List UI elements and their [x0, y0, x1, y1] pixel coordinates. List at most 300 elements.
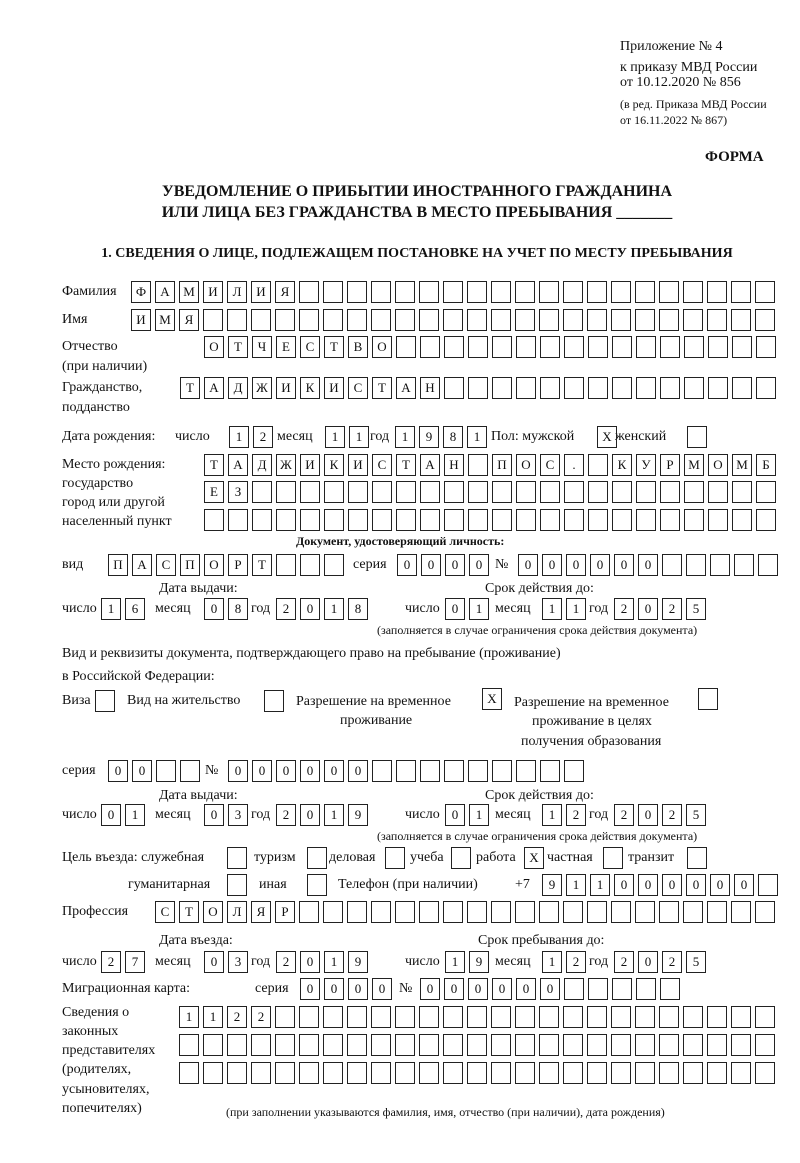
char-cell-reps-2[interactable]: [179, 1034, 199, 1056]
char-cell-id-kind[interactable]: Т: [252, 554, 272, 576]
char-cell-citizenship[interactable]: [636, 377, 656, 399]
char-cell-rd-issue-year[interactable]: 9: [348, 804, 368, 826]
char-cell-reps-3[interactable]: [731, 1062, 751, 1084]
char-cell-phone[interactable]: 0: [662, 874, 682, 896]
char-cell-birthplace-3[interactable]: [348, 509, 368, 531]
char-cell-stay-month[interactable]: 2: [566, 951, 586, 973]
char-cell-birthplace-3[interactable]: [252, 509, 272, 531]
char-cell-patronymic[interactable]: [444, 336, 464, 358]
char-cell-reps-3[interactable]: [635, 1062, 655, 1084]
char-cell-surname[interactable]: [539, 281, 559, 303]
char-cell-reps-2[interactable]: [683, 1034, 703, 1056]
char-cell-name[interactable]: [659, 309, 679, 331]
char-cell-birthplace-3[interactable]: [756, 509, 776, 531]
char-cell-citizenship[interactable]: [492, 377, 512, 399]
char-cell-mc-number[interactable]: 0: [540, 978, 560, 1000]
char-cell-birthplace-3[interactable]: [516, 509, 536, 531]
char-cell-reps-2[interactable]: [707, 1034, 727, 1056]
char-cell-surname[interactable]: Я: [275, 281, 295, 303]
char-cell-birthplace-1[interactable]: Н: [444, 454, 464, 476]
char-cell-birthplace-3[interactable]: [276, 509, 296, 531]
char-cell-surname[interactable]: [755, 281, 775, 303]
char-cell-reps-3[interactable]: [563, 1062, 583, 1084]
char-cell-birthplace-3[interactable]: [396, 509, 416, 531]
char-cell-reps-2[interactable]: [491, 1034, 511, 1056]
char-cell-mc-number[interactable]: 0: [516, 978, 536, 1000]
char-cell-citizenship[interactable]: И: [276, 377, 296, 399]
char-cell-phone[interactable]: 0: [710, 874, 730, 896]
char-cell-birthplace-1[interactable]: Т: [396, 454, 416, 476]
char-cell-citizenship[interactable]: [756, 377, 776, 399]
char-cell-birthplace-2[interactable]: [276, 481, 296, 503]
char-cell-birthplace-2[interactable]: [396, 481, 416, 503]
char-cell-rd-number[interactable]: [468, 760, 488, 782]
char-cell-birthplace-3[interactable]: [444, 509, 464, 531]
char-cell-entry-year[interactable]: 2: [276, 951, 296, 973]
char-cell-birthplace-3[interactable]: [564, 509, 584, 531]
char-cell-birth-day[interactable]: 2: [253, 426, 273, 448]
char-cell-surname[interactable]: [659, 281, 679, 303]
char-cell-birthplace-3[interactable]: [228, 509, 248, 531]
char-cell-id-kind[interactable]: А: [132, 554, 152, 576]
char-cell-reps-2[interactable]: [635, 1034, 655, 1056]
char-cell-patronymic[interactable]: [636, 336, 656, 358]
char-cell-rd-number[interactable]: 0: [252, 760, 272, 782]
char-cell-reps-1[interactable]: [491, 1006, 511, 1028]
char-cell-patronymic[interactable]: [468, 336, 488, 358]
char-cell-patronymic[interactable]: Т: [324, 336, 344, 358]
char-cell-birthplace-2[interactable]: [348, 481, 368, 503]
char-cell-entry-year[interactable]: 9: [348, 951, 368, 973]
char-cell-birthplace-2[interactable]: [324, 481, 344, 503]
char-cell-reps-3[interactable]: [299, 1062, 319, 1084]
checkbox-p-work[interactable]: X: [524, 847, 544, 869]
char-cell-mc-number[interactable]: [612, 978, 632, 1000]
char-cell-reps-2[interactable]: [515, 1034, 535, 1056]
char-cell-reps-2[interactable]: [203, 1034, 223, 1056]
char-cell-id-number[interactable]: 0: [614, 554, 634, 576]
char-cell-reps-3[interactable]: [587, 1062, 607, 1084]
char-cell-rd-number[interactable]: 0: [276, 760, 296, 782]
char-cell-reps-3[interactable]: [227, 1062, 247, 1084]
char-cell-birthplace-2[interactable]: [492, 481, 512, 503]
char-cell-birthplace-1[interactable]: П: [492, 454, 512, 476]
char-cell-reps-2[interactable]: [755, 1034, 775, 1056]
char-cell-name[interactable]: [203, 309, 223, 331]
char-cell-birthplace-1[interactable]: У: [636, 454, 656, 476]
char-cell-name[interactable]: И: [131, 309, 151, 331]
char-cell-surname[interactable]: [731, 281, 751, 303]
checkbox-p-study[interactable]: [451, 847, 471, 869]
char-cell-mc-number[interactable]: 0: [444, 978, 464, 1000]
char-cell-name[interactable]: [371, 309, 391, 331]
char-cell-stay-year[interactable]: 2: [662, 951, 682, 973]
char-cell-citizenship[interactable]: [660, 377, 680, 399]
char-cell-profession[interactable]: Т: [179, 901, 199, 923]
char-cell-birthplace-1[interactable]: А: [228, 454, 248, 476]
char-cell-stay-day[interactable]: 9: [469, 951, 489, 973]
char-cell-profession[interactable]: [611, 901, 631, 923]
char-cell-name[interactable]: [251, 309, 271, 331]
char-cell-citizenship[interactable]: С: [348, 377, 368, 399]
char-cell-reps-1[interactable]: [707, 1006, 727, 1028]
char-cell-patronymic[interactable]: [708, 336, 728, 358]
char-cell-birth-month[interactable]: 1: [325, 426, 345, 448]
char-cell-mc-series[interactable]: 0: [372, 978, 392, 1000]
char-cell-birthplace-2[interactable]: [612, 481, 632, 503]
char-cell-birthplace-2[interactable]: [540, 481, 560, 503]
char-cell-reps-1[interactable]: 2: [227, 1006, 247, 1028]
char-cell-reps-1[interactable]: [683, 1006, 703, 1028]
char-cell-patronymic[interactable]: О: [372, 336, 392, 358]
char-cell-reps-3[interactable]: [467, 1062, 487, 1084]
char-cell-id-valid-month[interactable]: 1: [566, 598, 586, 620]
char-cell-id-valid-year[interactable]: 0: [638, 598, 658, 620]
char-cell-reps-2[interactable]: [611, 1034, 631, 1056]
char-cell-id-issue-month[interactable]: 0: [204, 598, 224, 620]
char-cell-profession[interactable]: [755, 901, 775, 923]
char-cell-rd-valid-month[interactable]: 2: [566, 804, 586, 826]
char-cell-birthplace-1[interactable]: [588, 454, 608, 476]
char-cell-profession[interactable]: [635, 901, 655, 923]
char-cell-rd-series[interactable]: [156, 760, 176, 782]
checkbox-trpe[interactable]: [698, 688, 718, 710]
char-cell-birthplace-2[interactable]: [420, 481, 440, 503]
char-cell-birth-year[interactable]: 1: [395, 426, 415, 448]
char-cell-patronymic[interactable]: Ч: [252, 336, 272, 358]
char-cell-profession[interactable]: Л: [227, 901, 247, 923]
char-cell-reps-1[interactable]: [515, 1006, 535, 1028]
char-cell-name[interactable]: [539, 309, 559, 331]
checkbox-p-other[interactable]: [307, 874, 327, 896]
char-cell-name[interactable]: [755, 309, 775, 331]
char-cell-birthplace-1[interactable]: С: [372, 454, 392, 476]
char-cell-reps-1[interactable]: [635, 1006, 655, 1028]
char-cell-reps-3[interactable]: [539, 1062, 559, 1084]
checkbox-p-tourism[interactable]: [307, 847, 327, 869]
char-cell-birthplace-3[interactable]: [708, 509, 728, 531]
char-cell-citizenship[interactable]: Н: [420, 377, 440, 399]
char-cell-surname[interactable]: [323, 281, 343, 303]
char-cell-rd-number[interactable]: [396, 760, 416, 782]
checkbox-p-service[interactable]: [227, 847, 247, 869]
char-cell-profession[interactable]: Р: [275, 901, 295, 923]
char-cell-surname[interactable]: [491, 281, 511, 303]
char-cell-mc-series[interactable]: 0: [300, 978, 320, 1000]
char-cell-birthplace-1[interactable]: А: [420, 454, 440, 476]
char-cell-name[interactable]: [563, 309, 583, 331]
char-cell-profession[interactable]: [491, 901, 511, 923]
char-cell-birthplace-2[interactable]: [588, 481, 608, 503]
char-cell-name[interactable]: [227, 309, 247, 331]
char-cell-phone[interactable]: [758, 874, 778, 896]
char-cell-reps-2[interactable]: [443, 1034, 463, 1056]
char-cell-mc-number[interactable]: 0: [492, 978, 512, 1000]
char-cell-birthplace-1[interactable]: О: [708, 454, 728, 476]
char-cell-birthplace-2[interactable]: [564, 481, 584, 503]
char-cell-citizenship[interactable]: [540, 377, 560, 399]
char-cell-birthplace-2[interactable]: З: [228, 481, 248, 503]
char-cell-surname[interactable]: [611, 281, 631, 303]
char-cell-reps-3[interactable]: [611, 1062, 631, 1084]
char-cell-birthplace-1[interactable]: К: [324, 454, 344, 476]
char-cell-citizenship[interactable]: [684, 377, 704, 399]
char-cell-surname[interactable]: [515, 281, 535, 303]
char-cell-id-series[interactable]: 0: [421, 554, 441, 576]
char-cell-birth-month[interactable]: 1: [349, 426, 369, 448]
char-cell-surname[interactable]: [299, 281, 319, 303]
char-cell-surname[interactable]: [683, 281, 703, 303]
char-cell-birthplace-2[interactable]: [684, 481, 704, 503]
char-cell-phone[interactable]: 1: [590, 874, 610, 896]
char-cell-patronymic[interactable]: В: [348, 336, 368, 358]
char-cell-mc-number[interactable]: [636, 978, 656, 1000]
checkbox-sex-male[interactable]: X: [597, 426, 617, 448]
char-cell-surname[interactable]: [635, 281, 655, 303]
char-cell-birthplace-1[interactable]: М: [732, 454, 752, 476]
char-cell-id-valid-day[interactable]: 1: [469, 598, 489, 620]
char-cell-surname[interactable]: [371, 281, 391, 303]
char-cell-citizenship[interactable]: [468, 377, 488, 399]
checkbox-trp[interactable]: X: [482, 688, 502, 710]
char-cell-mc-number[interactable]: 0: [468, 978, 488, 1000]
char-cell-name[interactable]: [323, 309, 343, 331]
char-cell-birthplace-1[interactable]: М: [684, 454, 704, 476]
char-cell-birthplace-2[interactable]: [756, 481, 776, 503]
char-cell-patronymic[interactable]: [660, 336, 680, 358]
char-cell-profession[interactable]: [347, 901, 367, 923]
checkbox-residence[interactable]: [264, 690, 284, 712]
char-cell-reps-3[interactable]: [275, 1062, 295, 1084]
char-cell-id-issue-day[interactable]: 1: [101, 598, 121, 620]
char-cell-rd-valid-day[interactable]: 0: [445, 804, 465, 826]
char-cell-stay-year[interactable]: 2: [614, 951, 634, 973]
char-cell-citizenship[interactable]: К: [300, 377, 320, 399]
char-cell-citizenship[interactable]: А: [396, 377, 416, 399]
char-cell-name[interactable]: М: [155, 309, 175, 331]
char-cell-rd-issue-month[interactable]: 0: [204, 804, 224, 826]
char-cell-birthplace-3[interactable]: [492, 509, 512, 531]
char-cell-citizenship[interactable]: Т: [372, 377, 392, 399]
char-cell-name[interactable]: [299, 309, 319, 331]
char-cell-birthplace-2[interactable]: [660, 481, 680, 503]
char-cell-reps-1[interactable]: 1: [203, 1006, 223, 1028]
char-cell-birthplace-2[interactable]: [300, 481, 320, 503]
char-cell-patronymic[interactable]: [564, 336, 584, 358]
char-cell-phone[interactable]: 9: [542, 874, 562, 896]
checkbox-p-business[interactable]: [385, 847, 405, 869]
char-cell-profession[interactable]: [443, 901, 463, 923]
char-cell-name[interactable]: [587, 309, 607, 331]
char-cell-birth-year[interactable]: 1: [467, 426, 487, 448]
char-cell-id-number[interactable]: [758, 554, 778, 576]
char-cell-patronymic[interactable]: [756, 336, 776, 358]
char-cell-birth-year[interactable]: 9: [419, 426, 439, 448]
char-cell-birthplace-1[interactable]: И: [300, 454, 320, 476]
char-cell-reps-3[interactable]: [419, 1062, 439, 1084]
char-cell-id-series[interactable]: 0: [397, 554, 417, 576]
char-cell-id-valid-day[interactable]: 0: [445, 598, 465, 620]
char-cell-id-series[interactable]: 0: [445, 554, 465, 576]
char-cell-rd-valid-year[interactable]: 2: [662, 804, 682, 826]
char-cell-id-number[interactable]: 0: [566, 554, 586, 576]
char-cell-name[interactable]: [635, 309, 655, 331]
char-cell-reps-2[interactable]: [275, 1034, 295, 1056]
char-cell-reps-2[interactable]: [323, 1034, 343, 1056]
char-cell-birthplace-2[interactable]: [468, 481, 488, 503]
char-cell-reps-2[interactable]: [227, 1034, 247, 1056]
char-cell-profession[interactable]: [419, 901, 439, 923]
char-cell-phone[interactable]: 0: [734, 874, 754, 896]
char-cell-rd-number[interactable]: [492, 760, 512, 782]
char-cell-entry-month[interactable]: 0: [204, 951, 224, 973]
char-cell-reps-1[interactable]: [323, 1006, 343, 1028]
char-cell-birthplace-1[interactable]: К: [612, 454, 632, 476]
char-cell-birthplace-2[interactable]: [708, 481, 728, 503]
char-cell-reps-2[interactable]: [419, 1034, 439, 1056]
char-cell-name[interactable]: [491, 309, 511, 331]
char-cell-rd-number[interactable]: [516, 760, 536, 782]
char-cell-reps-2[interactable]: [467, 1034, 487, 1056]
char-cell-rd-series[interactable]: [180, 760, 200, 782]
char-cell-birthplace-1[interactable]: .: [564, 454, 584, 476]
char-cell-reps-1[interactable]: [587, 1006, 607, 1028]
char-cell-reps-3[interactable]: [683, 1062, 703, 1084]
char-cell-citizenship[interactable]: [708, 377, 728, 399]
char-cell-profession[interactable]: [371, 901, 391, 923]
char-cell-reps-2[interactable]: [731, 1034, 751, 1056]
char-cell-birthplace-3[interactable]: [588, 509, 608, 531]
char-cell-id-issue-day[interactable]: 6: [125, 598, 145, 620]
char-cell-profession[interactable]: [659, 901, 679, 923]
char-cell-reps-3[interactable]: [491, 1062, 511, 1084]
char-cell-birthplace-3[interactable]: [468, 509, 488, 531]
char-cell-name[interactable]: [395, 309, 415, 331]
char-cell-patronymic[interactable]: О: [204, 336, 224, 358]
char-cell-profession[interactable]: [587, 901, 607, 923]
char-cell-stay-month[interactable]: 1: [542, 951, 562, 973]
char-cell-phone[interactable]: 1: [566, 874, 586, 896]
char-cell-birthplace-3[interactable]: [204, 509, 224, 531]
char-cell-citizenship[interactable]: И: [324, 377, 344, 399]
char-cell-rd-valid-month[interactable]: 1: [542, 804, 562, 826]
char-cell-reps-3[interactable]: [347, 1062, 367, 1084]
char-cell-id-issue-year[interactable]: 1: [324, 598, 344, 620]
char-cell-birthplace-3[interactable]: [636, 509, 656, 531]
char-cell-rd-valid-year[interactable]: 5: [686, 804, 706, 826]
char-cell-entry-year[interactable]: 1: [324, 951, 344, 973]
char-cell-citizenship[interactable]: [732, 377, 752, 399]
checkbox-sex-female[interactable]: [687, 426, 707, 448]
char-cell-citizenship[interactable]: Д: [228, 377, 248, 399]
char-cell-rd-number[interactable]: [420, 760, 440, 782]
char-cell-name[interactable]: [707, 309, 727, 331]
char-cell-birthplace-3[interactable]: [324, 509, 344, 531]
char-cell-birthplace-1[interactable]: О: [516, 454, 536, 476]
char-cell-patronymic[interactable]: Е: [276, 336, 296, 358]
char-cell-reps-1[interactable]: [347, 1006, 367, 1028]
char-cell-stay-year[interactable]: 5: [686, 951, 706, 973]
char-cell-citizenship[interactable]: [612, 377, 632, 399]
char-cell-birthplace-1[interactable]: С: [540, 454, 560, 476]
char-cell-birthplace-3[interactable]: [372, 509, 392, 531]
char-cell-id-number[interactable]: [662, 554, 682, 576]
char-cell-reps-2[interactable]: [539, 1034, 559, 1056]
char-cell-id-number[interactable]: [686, 554, 706, 576]
char-cell-rd-issue-day[interactable]: 0: [101, 804, 121, 826]
char-cell-reps-1[interactable]: [539, 1006, 559, 1028]
char-cell-reps-3[interactable]: [179, 1062, 199, 1084]
char-cell-name[interactable]: [731, 309, 751, 331]
char-cell-reps-3[interactable]: [659, 1062, 679, 1084]
char-cell-id-kind[interactable]: [300, 554, 320, 576]
char-cell-rd-valid-year[interactable]: 0: [638, 804, 658, 826]
char-cell-reps-2[interactable]: [347, 1034, 367, 1056]
char-cell-rd-number[interactable]: [372, 760, 392, 782]
char-cell-rd-number[interactable]: 0: [228, 760, 248, 782]
char-cell-surname[interactable]: И: [203, 281, 223, 303]
char-cell-rd-issue-day[interactable]: 1: [125, 804, 145, 826]
char-cell-profession[interactable]: [539, 901, 559, 923]
char-cell-birthplace-3[interactable]: [660, 509, 680, 531]
char-cell-rd-issue-year[interactable]: 0: [300, 804, 320, 826]
char-cell-phone[interactable]: 0: [686, 874, 706, 896]
char-cell-surname[interactable]: [467, 281, 487, 303]
char-cell-id-number[interactable]: 0: [518, 554, 538, 576]
char-cell-entry-month[interactable]: 3: [228, 951, 248, 973]
char-cell-reps-3[interactable]: [251, 1062, 271, 1084]
char-cell-profession[interactable]: [323, 901, 343, 923]
char-cell-stay-year[interactable]: 0: [638, 951, 658, 973]
char-cell-reps-3[interactable]: [323, 1062, 343, 1084]
char-cell-citizenship[interactable]: [564, 377, 584, 399]
char-cell-patronymic[interactable]: [588, 336, 608, 358]
char-cell-reps-2[interactable]: [251, 1034, 271, 1056]
char-cell-id-series[interactable]: 0: [469, 554, 489, 576]
char-cell-birth-year[interactable]: 8: [443, 426, 463, 448]
char-cell-id-kind[interactable]: [324, 554, 344, 576]
char-cell-birthplace-1[interactable]: Б: [756, 454, 776, 476]
char-cell-rd-issue-month[interactable]: 3: [228, 804, 248, 826]
char-cell-rd-number[interactable]: 0: [324, 760, 344, 782]
char-cell-reps-3[interactable]: [755, 1062, 775, 1084]
char-cell-name[interactable]: [275, 309, 295, 331]
char-cell-mc-series[interactable]: 0: [324, 978, 344, 1000]
char-cell-surname[interactable]: [419, 281, 439, 303]
char-cell-id-issue-year[interactable]: 8: [348, 598, 368, 620]
char-cell-id-number[interactable]: 0: [590, 554, 610, 576]
char-cell-surname[interactable]: А: [155, 281, 175, 303]
char-cell-reps-1[interactable]: [275, 1006, 295, 1028]
char-cell-reps-1[interactable]: [731, 1006, 751, 1028]
char-cell-reps-1[interactable]: [443, 1006, 463, 1028]
char-cell-stay-day[interactable]: 1: [445, 951, 465, 973]
char-cell-mc-series[interactable]: 0: [348, 978, 368, 1000]
checkbox-p-private[interactable]: [603, 847, 623, 869]
char-cell-name[interactable]: [419, 309, 439, 331]
char-cell-phone[interactable]: 0: [638, 874, 658, 896]
char-cell-id-kind[interactable]: П: [180, 554, 200, 576]
char-cell-birth-day[interactable]: 1: [229, 426, 249, 448]
char-cell-birthplace-1[interactable]: [468, 454, 488, 476]
char-cell-entry-day[interactable]: 2: [101, 951, 121, 973]
char-cell-citizenship[interactable]: [444, 377, 464, 399]
char-cell-citizenship[interactable]: Ж: [252, 377, 272, 399]
char-cell-rd-issue-year[interactable]: 1: [324, 804, 344, 826]
char-cell-birthplace-3[interactable]: [612, 509, 632, 531]
char-cell-id-valid-year[interactable]: 2: [662, 598, 682, 620]
char-cell-patronymic[interactable]: [420, 336, 440, 358]
